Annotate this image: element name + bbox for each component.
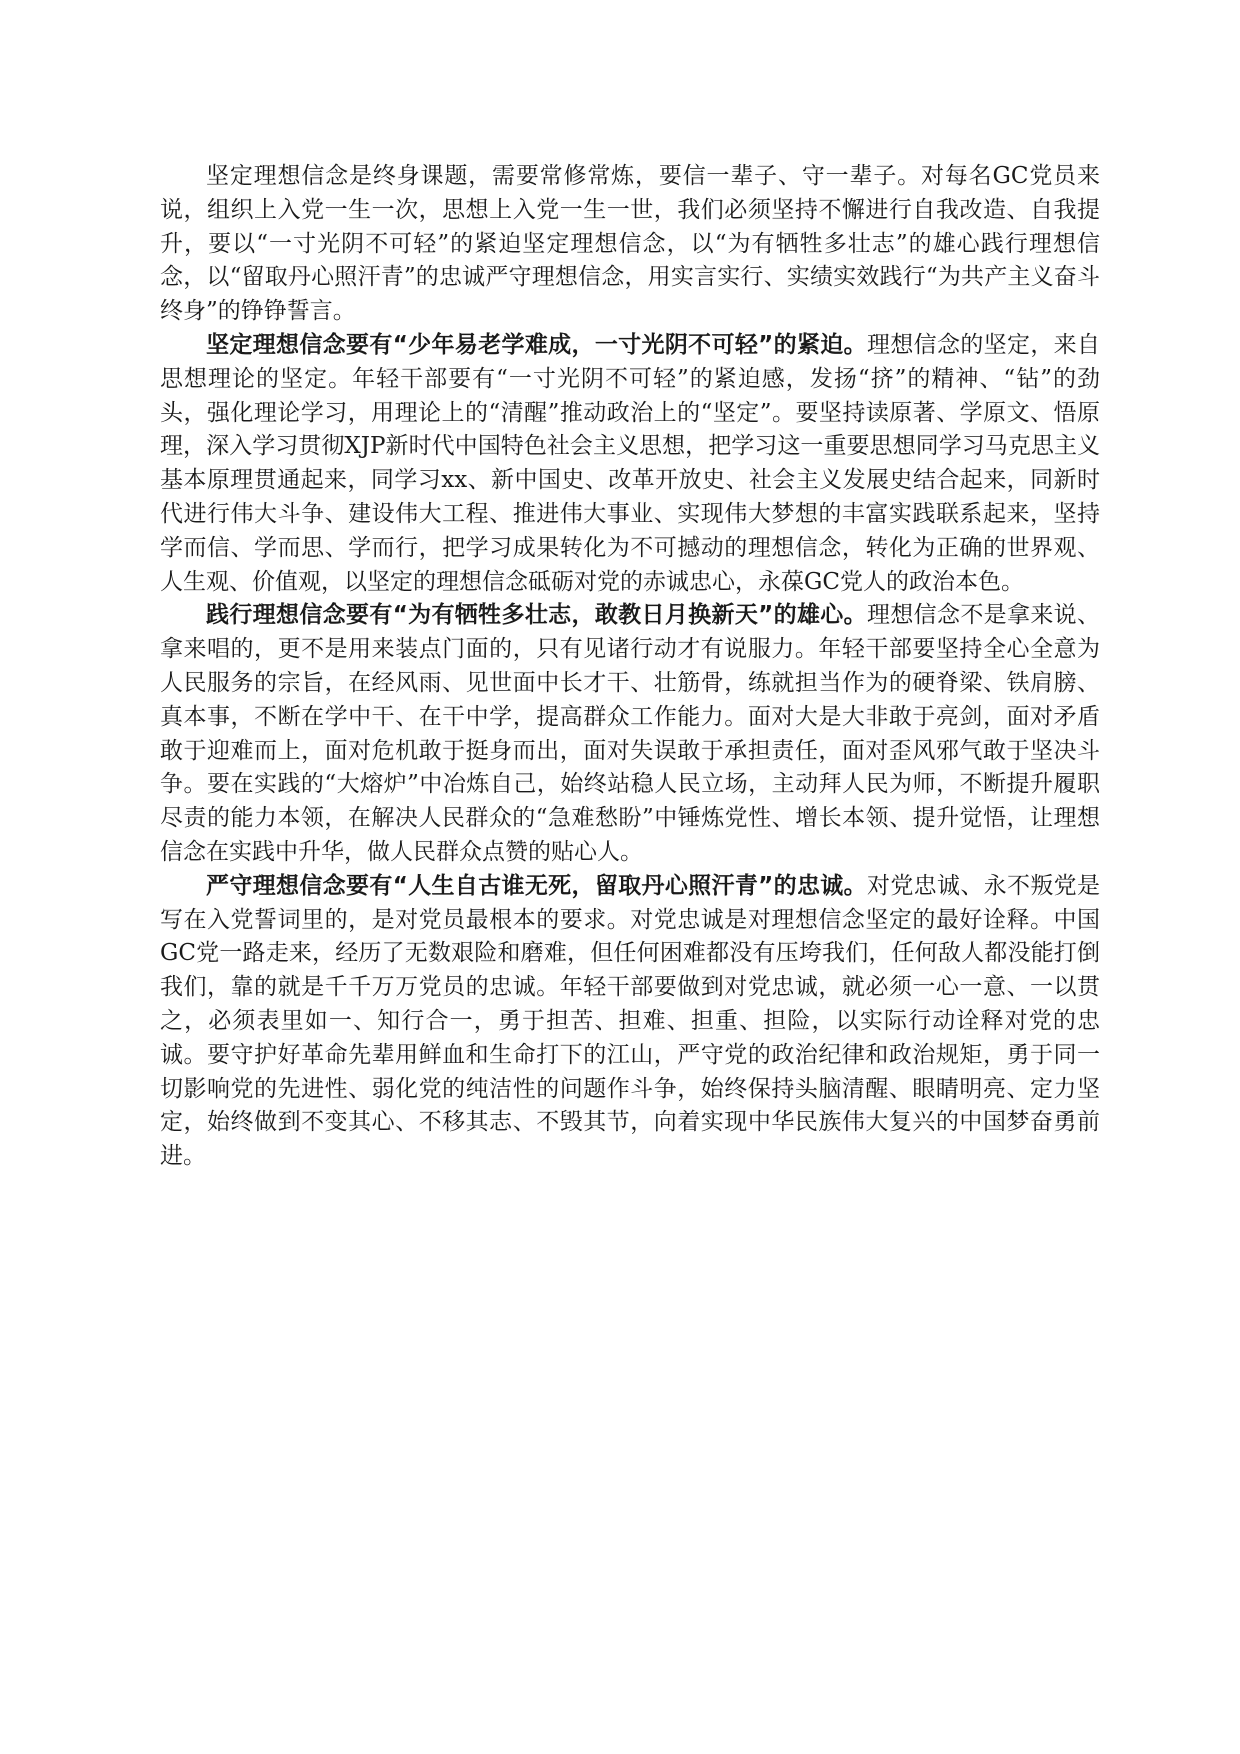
paragraph-lead: 坚定理想信念要有“少年易老学难成，一寸光阴不可轻”的紧迫。 [206, 331, 867, 358]
paragraph-loyalty [160, 870, 1100, 1174]
paragraph-lead: 践行理想信念要有“为有牺牲多壮志，敢教日月换新天”的雄心。 [206, 602, 867, 629]
paragraph-lead: 严守理想信念要有“人生自古谁无死，留取丹心照汗青”的忠诚。 [206, 872, 867, 899]
intro-paragraph [160, 160, 1100, 329]
paragraph-body: 坚定理想信念是终身课题，需要常修常炼，要信一辈子、守一辈子。对每名GC党员来说，组织上入党一生一次，思想上入党一生一世，我们必须坚持不懈进行自我改造、自我提升，要以“一寸光阴不可轻”的紧迫坚定理想信念，以“为有牺牲多壮志”的雄心践行理想信念，以“留取丹心照汗青”的忠诚严守理想信念，用实言实行、实绩实效践行“为共产主义奋斗终身”的铮铮誓言。 [160, 163, 1100, 325]
document-body [160, 160, 1100, 1174]
paragraph-ambition [160, 599, 1100, 869]
paragraph-body: 理想信念不是拿来说、拿来唱的，更不是用来装点门面的，只有见诸行动才有说服力。年轻干部要坚持全心全意为人民服务的宗旨，在经风雨、见世面中长才干、壮筋骨，练就担当作为的硬脊梁、铁肩膀、真本事，不断在学中干、在干中学，提高群众工作能力。面对大是大非敢于亮剑，面对矛盾敢于迎难而上，面对危机敢于挺身而出，面对失误敢于承担责任，面对歪风邪气敢于坚决斗争。要在实践的“大熔炉”中冶炼自己，始终站稳人民立场，主动拜人民为师，不断提升履职尽责的能力本领，在解决人民群众的“急难愁盼”中锤炼党性、增长本领、提升觉悟，让理想信念在实践中升华，做人民群众点赞的贴心人。 [160, 602, 1101, 865]
paragraph-urgency [160, 329, 1100, 599]
paragraph-body: 理想信念的坚定，来自思想理论的坚定。年轻干部要有“一寸光阴不可轻”的紧迫感，发扬“挤”的精神、“钻”的劲头，强化理论学习，用理论上的“清醒”推动政治上的“坚定”。要坚持读原著、学原文、悟原理，深入学习贯彻XJP新时代中国特色社会主义思想，把学习这一重要思想同学习马克思主义基本原理贯通起来，同学习xx、新中国史、改革开放史、社会主义发展史结合起来，同新时代进行伟大斗争、建设伟大工程、推进伟大事业、实现伟大梦想的丰富实践联系起来，坚持学而信、学而思、学而行，把学习成果转化为不可撼动的理想信念，转化为正确的世界观、人生观、价值观，以坚定的理想信念砥砺对党的赤诚忠心，永葆GC党人的政治本色。 [160, 331, 1101, 595]
paragraph-body: 对党忠诚、永不叛党是写在入党誓词里的，是对党员最根本的要求。对党忠诚是对理想信念坚定的最好诠释。中国GC党一路走来，经历了无数艰险和磨难，但任何困难都没有压垮我们，任何敌人都没能打倒我们，靠的就是千千万万党员的忠诚。年轻干部要做到对党忠诚，就必须一心一意、一以贯之，必须表里如一、知行合一，勇于担苦、担难、担重、担险，以实际行动诠释对党的忠诚。要守护好革命先辈用鲜血和生命打下的江山，严守党的政治纪律和政治规矩，勇于同一切影响党的先进性、弱化党的纯洁性的问题作斗争，始终保持头脑清醒、眼睛明亮、定力坚定，始终做到不变其心、不移其志、不毁其节，向着实现中华民族伟大复兴的中国梦奋勇前进。 [160, 872, 1101, 1170]
